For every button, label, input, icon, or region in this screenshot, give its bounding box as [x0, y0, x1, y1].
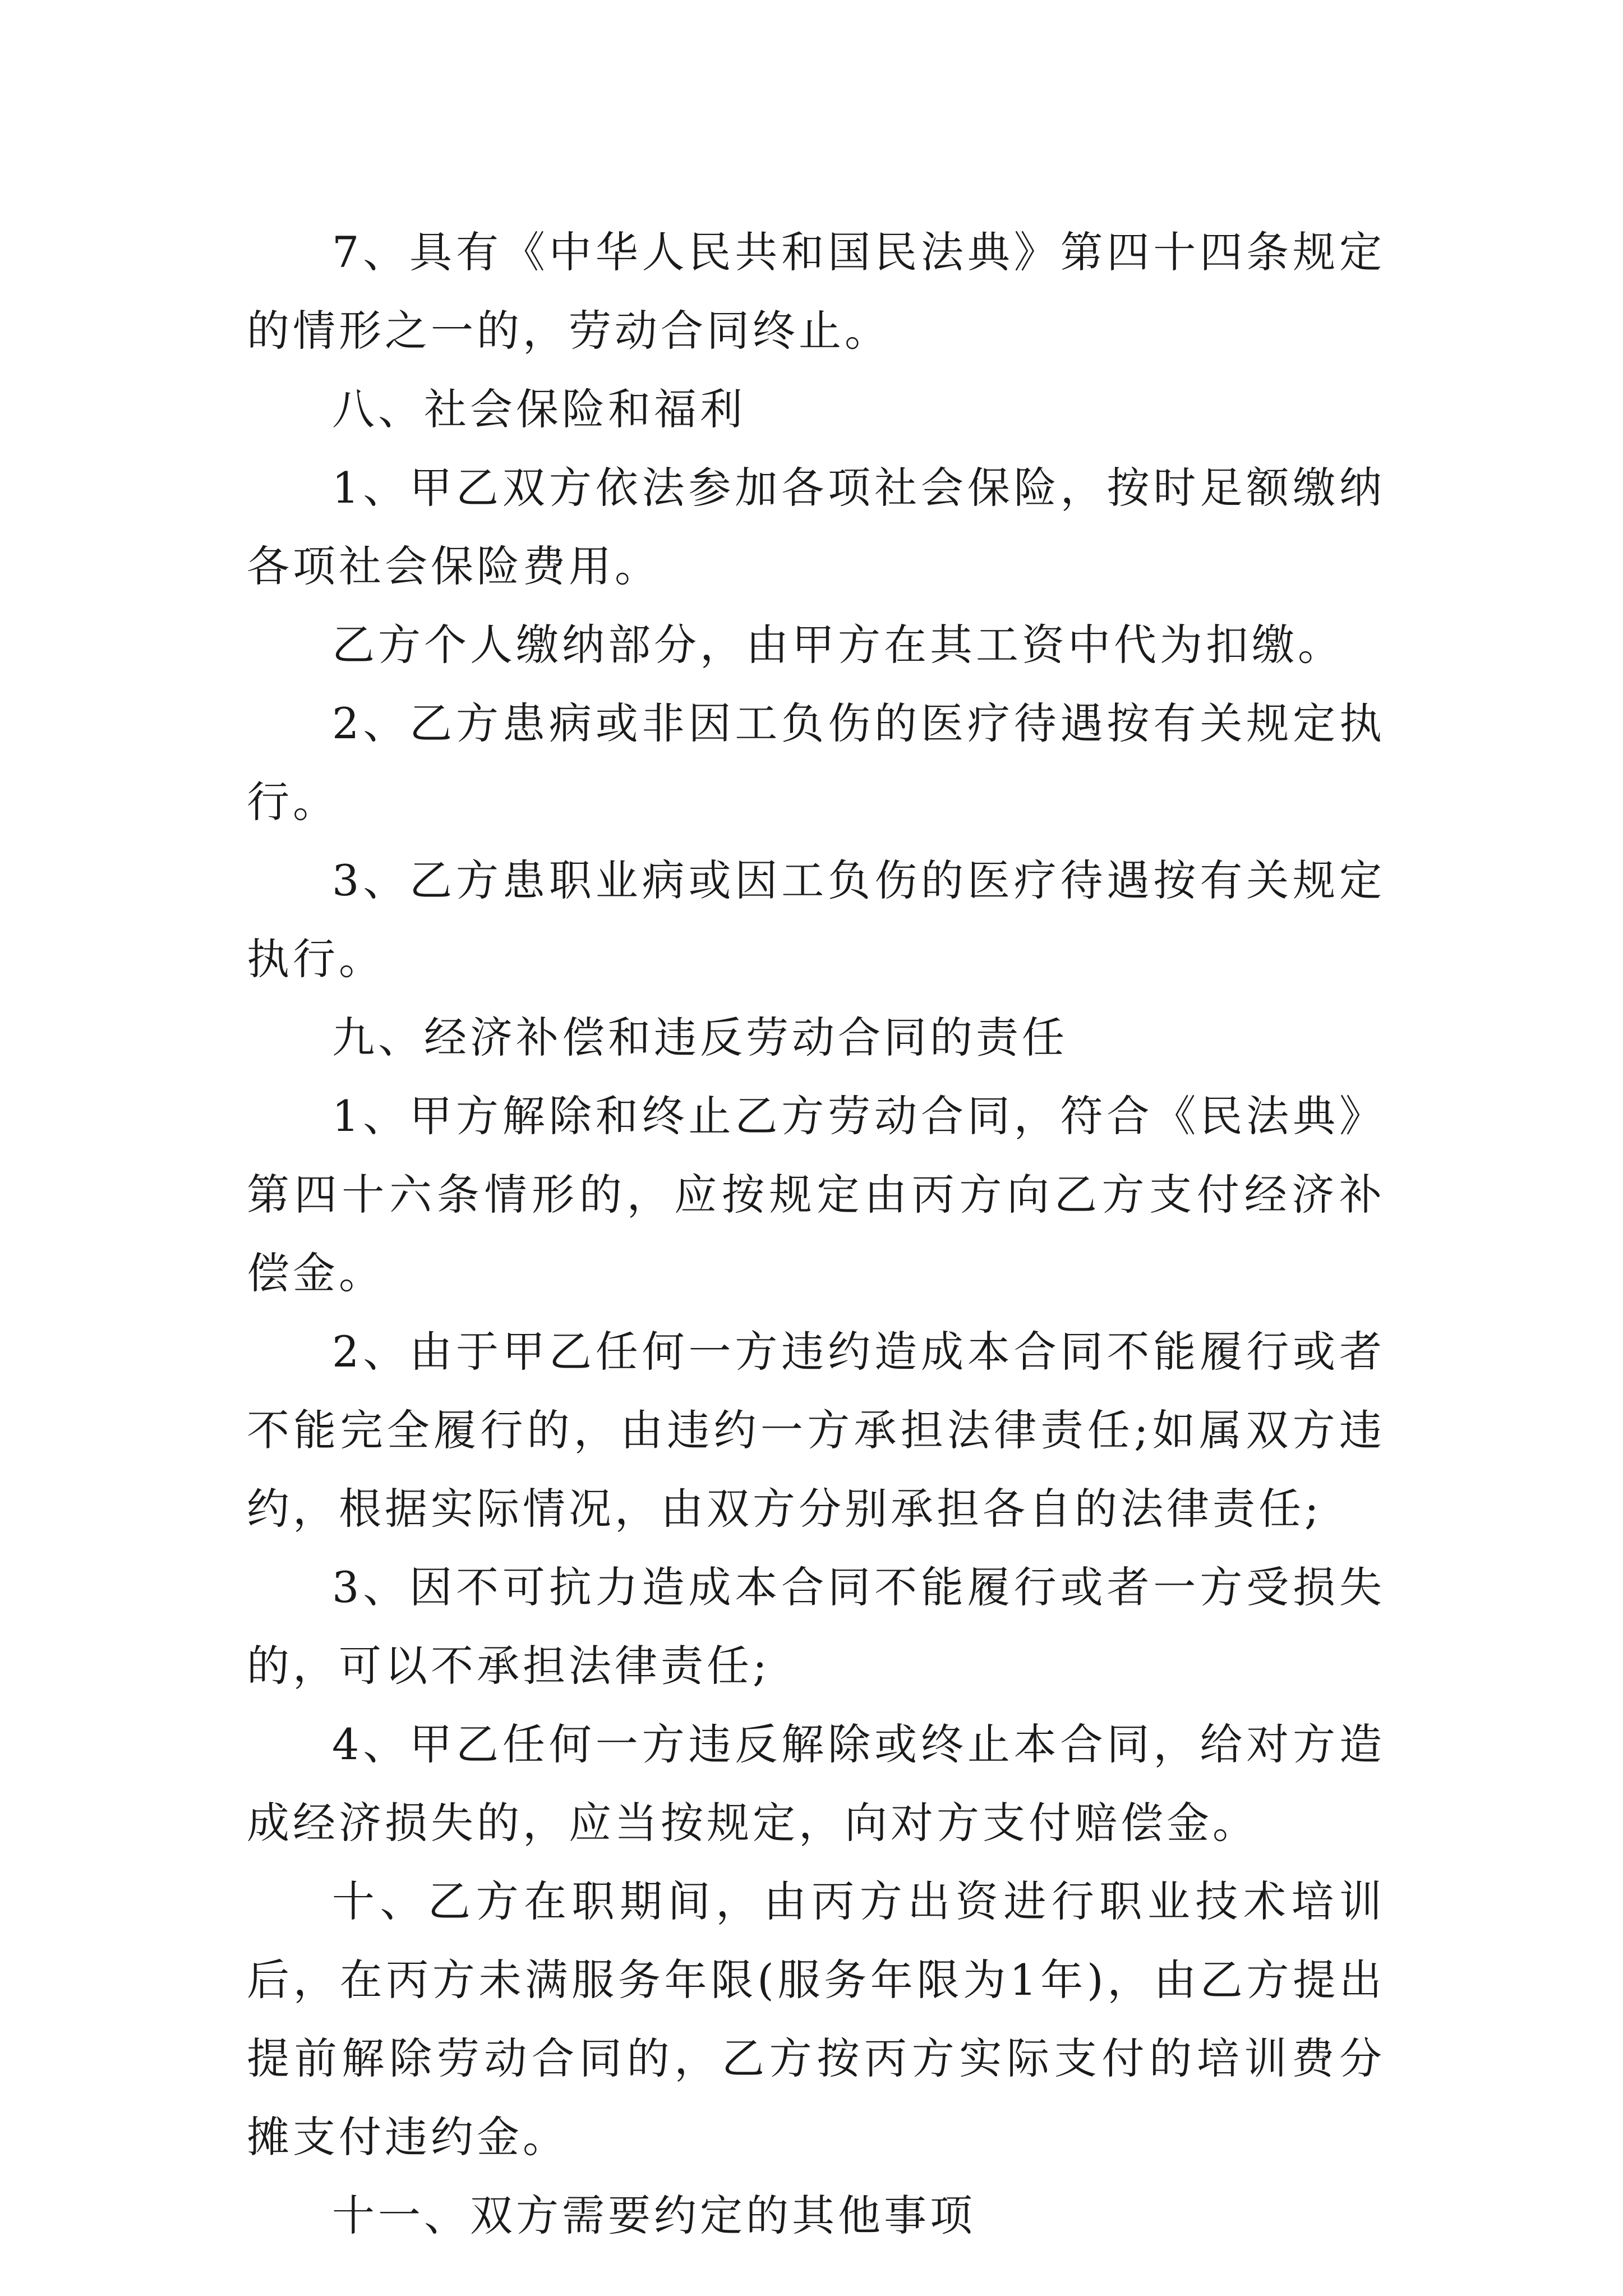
clause-7-contract-termination: 7、具有《中华人民共和国民法典》第四十四条规定的情形之一的，劳动合同终止。 [247, 227, 1385, 356]
section-10-training-clause: 十、乙方在职期间，由丙方出资进行职业技术培训后，在丙方未满服务年限(服务年限为1年)，由乙方提出提前解除劳动合同的，乙方按丙方实际支付的培训费分摊支付违约金。 [247, 1876, 1385, 2162]
clause-8-3-occupational-disease: 3、乙方患职业病或因工负伤的医疗待遇按有关规定执行。 [247, 855, 1385, 984]
clause-9-3-force-majeure: 3、因不可抗力造成本合同不能履行或者一方受损失的，可以不承担法律责任; [247, 1562, 1385, 1691]
clause-8-1-social-insurance: 1、甲乙双方依法参加各项社会保险，按时足额缴纳各项社会保险费用。 [247, 463, 1385, 591]
section-9-heading: 九、经济补偿和违反劳动合同的责任 [332, 1013, 1068, 1062]
clause-9-1-compensation: 1、甲方解除和终止乙方劳动合同，符合《民法典》第四十六条情形的，应按规定由丙方向乙方支付经济补偿金。 [247, 1091, 1385, 1298]
clause-9-2-breach-liability: 2、由于甲乙任何一方违约造成本合同不能履行或者不能完全履行的，由违约一方承担法律责任;如属双方违约，根据实际情况，由双方分别承担各自的法律责任; [247, 1327, 1385, 1534]
clause-9-4-damages: 4、甲乙任何一方违反解除或终止本合同，给对方造成经济损失的，应当按规定，向对方支付赔偿金。 [247, 1719, 1385, 1848]
clause-8-2-illness-treatment: 2、乙方患病或非因工负伤的医疗待遇按有关规定执行。 [247, 698, 1385, 827]
section-8-heading: 八、社会保险和福利 [332, 384, 746, 434]
document-body [247, 213, 1385, 2255]
clause-8-1-withholding: 乙方个人缴纳部分，由甲方在其工资中代为扣缴。 [332, 620, 1344, 670]
section-11-heading: 十一、双方需要约定的其他事项 [332, 2191, 976, 2240]
